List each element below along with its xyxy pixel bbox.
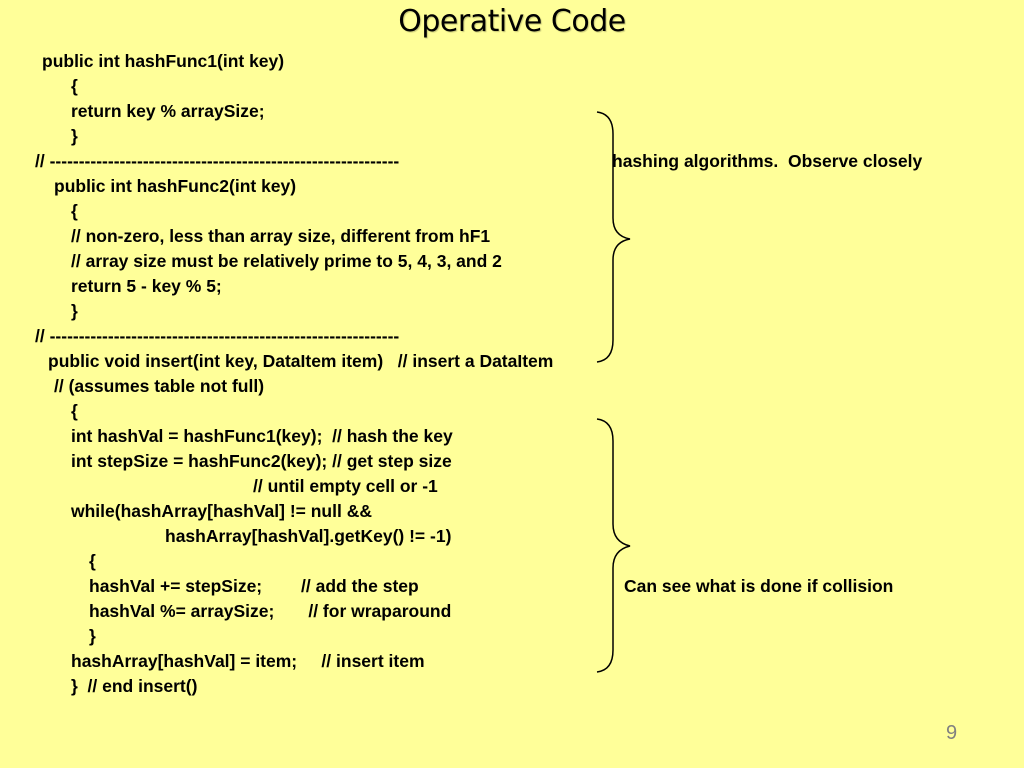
code-line: public void insert(int key, DataItem item) // insert a DataItem xyxy=(48,351,554,371)
code-line: { xyxy=(89,551,96,571)
code-line: return key % arraySize; xyxy=(71,101,265,121)
right-brace-bottom xyxy=(597,419,630,672)
code-line: // array size must be relatively prime to 5, 4, 3, and 2 xyxy=(71,251,502,271)
slide-title: Operative Code xyxy=(398,4,626,39)
code-line: while(hashArray[hashVal] != null && xyxy=(71,501,372,521)
code-line: { xyxy=(71,401,78,421)
code-line: } xyxy=(71,301,78,321)
page-number: 9 xyxy=(946,722,958,744)
code-line: // until empty cell or -1 xyxy=(253,476,438,496)
code-line: { xyxy=(71,201,78,221)
code-line: // (assumes table not full) xyxy=(54,376,265,396)
code-line: public int hashFunc1(int key) xyxy=(42,51,285,71)
code-line: int hashVal = hashFunc1(key); // hash the key xyxy=(71,426,453,446)
code-line: hashVal %= arraySize; // for wraparound xyxy=(89,601,452,621)
code-line: // ------------------------------------------------------------ xyxy=(35,151,400,171)
code-line: public int hashFunc2(int key) xyxy=(54,176,297,196)
right-brace-top xyxy=(597,112,630,362)
code-line: hashArray[hashVal] = item; // insert item xyxy=(71,651,425,671)
code-line: hashVal += stepSize; // add the step xyxy=(89,576,419,596)
code-line: } xyxy=(89,626,96,646)
code-line: { xyxy=(71,76,78,96)
code-line: } xyxy=(71,126,78,146)
code-line: return 5 - key % 5; xyxy=(71,276,222,296)
code-line: hashArray[hashVal].getKey() != -1) xyxy=(165,526,452,546)
code-line: // non-zero, less than array size, different from hF1 xyxy=(71,226,491,246)
collision-note: Can see what is done if collision xyxy=(624,576,894,596)
hashing-note: hashing algorithms. Observe closely xyxy=(612,151,923,171)
code-line: // ------------------------------------------------------------ xyxy=(35,326,400,346)
code-line: } // end insert() xyxy=(71,676,198,696)
code-line: int stepSize = hashFunc2(key); // get step size xyxy=(71,451,452,471)
